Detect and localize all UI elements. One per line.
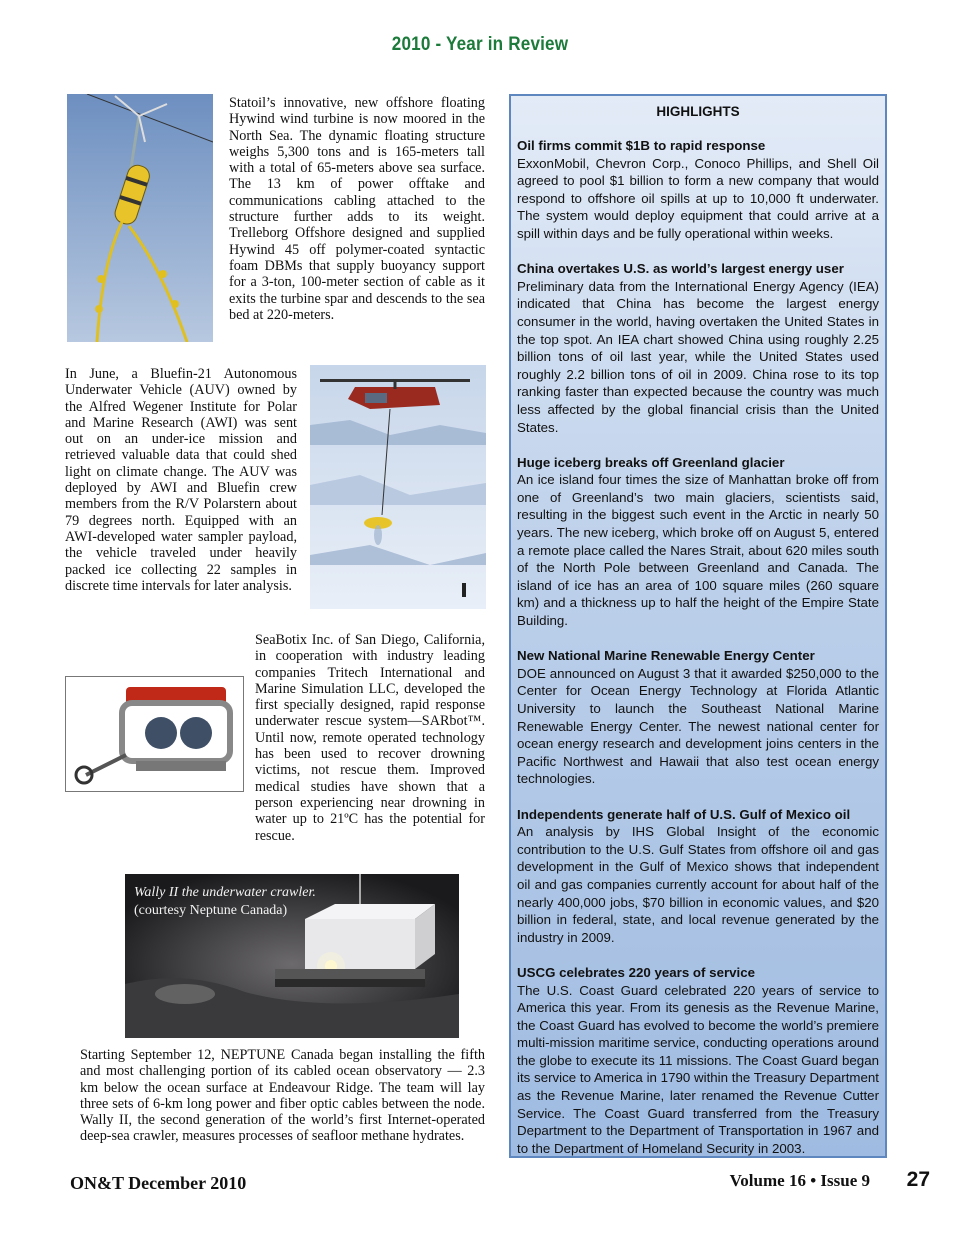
highlight-body: An analysis by IHS Global Insight of the economic contribution to the U.S. Gulf States from offshore oil and gas development in the Gulf of Mexico shows that independent oil and gas companies currently account for about half of the nearly 400,000 jobs, $70 billion in economic values, and $20 billion in federal, state, and local revenue generated by the industry in 2009. [517, 824, 879, 945]
highlight-item [511, 647, 885, 788]
highlight-body: ExxonMobil, Chevron Corp., Conoco Phillips, and Shell Oil agreed to pool $1 billion to form a new company that would respond to offshore oil spills at up to 10,000 ft underwater. The system would deploy equipment that could arrive at a spill within days and be fully operational within weeks. [517, 155, 879, 241]
highlight-item [511, 454, 885, 630]
sarbot-photo [65, 676, 244, 792]
wally-caption [134, 884, 316, 920]
neptune-article: Starting September 12, NEPTUNE Canada began installing the fifth and most challenging portion of its cabled ocean observatory — 2.3 km below the ocean surface at Endeavour Ridge. The team will lay three sets of 6-km long power and fiber optic cables between the node. Wally II, the second generation of the world’s first Internet-operated deep-sea crawler, measures processes of seafloor methane hydrates. [80, 1047, 485, 1145]
highlight-heading: USCG celebrates 220 years of service [517, 964, 756, 980]
highlight-item [511, 806, 885, 947]
highlight-heading: Independents generate half of U.S. Gulf of Mexico oil [517, 806, 851, 822]
hywind-turbine-photo [67, 94, 213, 342]
highlight-body: The U.S. Coast Guard celebrated 220 years of service to America this year. From its genesis as the Revenue Marine, the Coast Guard has evolved to become the world’s premiere multi-mission maritime service, conducting operations around the globe to execute its 11 missions. The Coast Guard began its service to America in 1790 within the Treasury Department as the Revenue Marine, later renamed the Revenue Cutter Service. The Coast Guard transferred from the Treasury Department to the Department of Transportation in 1967 and to the Department of Homeland Security in 2003. [517, 982, 879, 1156]
highlights-box [509, 94, 887, 1158]
highlight-item [511, 964, 885, 1158]
highlight-heading: Oil firms commit $1B to rapid response [517, 138, 766, 153]
highlights-title: HIGHLIGHTS [656, 104, 740, 119]
helicopter-ice-photo [310, 365, 486, 609]
highlight-heading: China overtakes U.S. as world’s largest energy user [517, 261, 844, 277]
highlight-item [511, 260, 885, 436]
bluefin-article: In June, a Bluefin-21 Autonomous Underwater Vehicle (AUV) owned by the Alfred Wegener Institute for Polar and Marine Research (AWI) was sent out on an under-ice mission and retrieved valuable data that could shed light on climate change. The AUV was deployed by AWI and Bluefin crew members from the R/V Polarstern about 79 degrees north. Equipped with an AWI-developed water sampler payload, the vehicle traveled under heavily packed ice collecting 22 samples in discrete time intervals for later analysis. [65, 366, 297, 594]
page-number: 27 [906, 1168, 930, 1191]
seabotix-article: SeaBotix Inc. of San Diego, California, in cooperation with industry leading companies Tritech International and Marine Simulation LLC, developed the first specially designed, rapid response underwater rescue system—SARbot™. Until now, remote operated technology has been used to recover drowning victims, not rescue them. Improved medical studies have shown that a person experiencing near drowning in water up to 21ºC has the potential for rescue. [255, 632, 485, 844]
highlight-heading: New National Marine Renewable Energy Center [517, 648, 815, 664]
wally-caption-line2: (courtesy Neptune Canada) [134, 903, 288, 918]
volume-issue: Volume 16 • Issue 9 [729, 1171, 870, 1190]
page-header: 2010 - Year in Review [391, 34, 569, 55]
hywind-article: Statoil’s innovative, new offshore floating Hywind wind turbine is now moored in the North Sea. The dynamic floating structure weighs 5,300 tons and is 165-meters tall with a total of 65-meters above sea surface. The 13 km of power offtake and communications cabling attached to the structure further adds to its weight. Trelleborg Offshore designed and supplied Hywind 45 off polymer-coated syntactic foam DBMs that supply buoyancy support for a 3-ton, 100-meter section of cable as it exits the turbine spar and descends to the sea bed at 220-meters. [229, 95, 485, 323]
highlight-body: DOE announced on August 3 that it awarded $250,000 to the Center for Ocean Energy Technology at Florida Atlantic University to launch the Southeast National Marine Renewable Energy Center. The newest national center for ocean energy research and development joins centers in the Pacific Northwest and Hawaii that also test ocean energy technologies. [517, 665, 879, 787]
wally-caption-line1: Wally II the underwater crawler. [134, 885, 316, 900]
highlight-body: Preliminary data from the International Energy Agency (IEA) indicated that China has become the largest energy consumer in the world, having overtaken the United States in the top spot. An IEA chart showed China using roughly 2.25 billion tons of oil last year, while the United States used roughly 2.2 billion tons of oil in 2009. China rose to its top ranking faster than expected because the country was much less affected by the global financial crisis than the United States. [517, 278, 879, 435]
highlight-body: An ice island four times the size of Manhattan broke off from one of Greenland’s two main glaciers, scientists said, resulting in the biggest such event in the Arctic in nearly 50 years. The new iceberg, which broke off on August 5, entered a remote place called the Nares Strait, about 620 miles south of the North Pole between Greenland and Canada. The island of ice has an area of 100 square miles (260 square km) and a thickness up to half the height of the Empire State Building. [517, 472, 879, 629]
publication-footer: ON&T December 2010 [70, 1173, 247, 1193]
highlight-item [511, 137, 885, 243]
highlight-heading: Huge iceberg breaks off Greenland glacier [517, 454, 785, 470]
